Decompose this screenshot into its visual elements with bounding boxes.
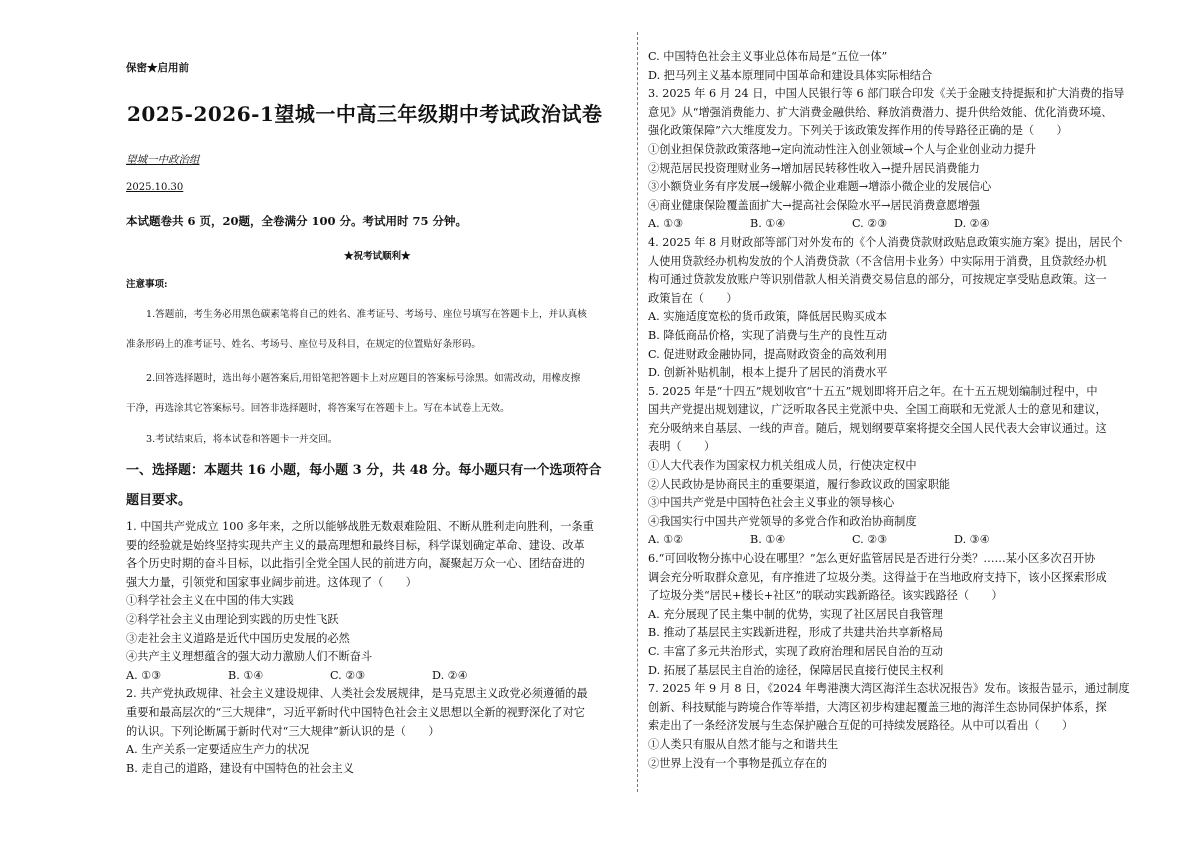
wish-text: ★祝考试顺利★ — [344, 251, 411, 262]
option: C. ②③ — [852, 217, 888, 231]
section-heading-cont: 题目要求。 — [126, 493, 192, 508]
question-1 — [126, 518, 594, 778]
question-line: 构可通过贷款发放账户等识别借款人相关消费交易信息的部分，可按规定享受贴息政策。这一 — [648, 273, 1107, 287]
statement-line: ④我国实行中国共产党领导的多党合作和政治协商制度 — [648, 514, 917, 528]
exam-summary: 本试题卷共 6 页，20题，全卷满分 100 分。考试用时 75 分钟。 — [126, 214, 468, 228]
question-line: 1. 中国共产党成立 100 多年来，之所以能够战胜无数艰难险阻、不断从胜利走向胜利，一条重 — [126, 520, 594, 533]
notice-line: 干净，再选涂其它答案标号。回答非选择题时，将答案写在答题卡上。写在本试卷上无效。 — [126, 403, 510, 414]
question-line: 强化政策保障”六大维度发力。下列关于该政策发挥作用的传导路径正确的是（ ） — [648, 124, 1068, 138]
statement-line: ③中国共产党是中国特色社会主义事业的领导核心 — [648, 496, 895, 510]
statement-line: ②规范居民投资理财业务→增加居民转移性收入→提升居民消费能力 — [648, 161, 980, 175]
question-line: 调会充分听取群众意见，有序推进了垃圾分类。这得益于在当地政府支持下，该小区探索形成 — [648, 570, 1107, 584]
question-line: 7. 2025 年 9 月 8 日，《2024 年粤港澳大湾区海洋生态状况报告》发布。该报告显示，通过制度 — [648, 682, 1130, 696]
notice-line: 2.回答选择题时，选出每小题答案后,用铅笔把答题卡上对应题目的答案标号涂黑。如需改动，用橡皮擦 — [146, 373, 581, 384]
question-line: 各个历史时期的奋斗目标，以此指引全党全国人民的前进方向，凝聚起万众一心、团结奋进的 — [126, 557, 585, 571]
question-line: 强大力量，引领党和国家事业阔步前进。这体现了（ ） — [126, 575, 417, 589]
org-label: 望城一中政治组 — [126, 154, 200, 166]
question-line: 4. 2025 年 8 月财政部等部门对外发布的《个人消费贷款财政贴息政策实施方案》提出，居民个 — [648, 235, 1123, 249]
statement-line: ④共产主义理想蕴含的强大动力激励人们不断奋斗 — [126, 650, 373, 664]
option-line: A. 生产关系一定要适应生产力的状况 — [126, 743, 310, 757]
option: A. ①③ — [126, 668, 162, 682]
option: A. ①② — [648, 533, 684, 547]
question-line: 了垃圾分类“居民+楼长+社区”的联动实践新路径。该实践路径（ ） — [648, 589, 1003, 603]
option: B. ①④ — [228, 668, 264, 682]
option-line: C. 丰富了多元共治形式，实现了政府治理和居民自治的互动 — [648, 645, 943, 658]
option-line: B. 推动了基层民主实践新进程，形成了共建共治共享新格局 — [648, 626, 944, 640]
question-line: 国共产党提出规划建议，广泛听取各民主党派中央、全国工商联和无党派人士的意见和建议， — [648, 403, 1107, 417]
statement-line: ①人类只有服从自然才能与之和谐共生 — [648, 737, 839, 751]
question-line: 要的经验就是始终坚持实现共产主义的最高理想和最终目标，科学谋划确定革命、建设、改革 — [126, 538, 585, 552]
question-line: 重要和最高层次的“三大规律”，习近平新时代中国特色社会主义思想以全新的视野深化了对它 — [126, 705, 585, 719]
question-line: 意见》从“增强消费能力、扩大消费金融供给、释放消费潜力、提升供给效能、优化消费环境、 — [648, 105, 1113, 119]
question-line: 表明（ ） — [648, 440, 716, 454]
option-line: B. 降低商品价格，实现了消费与生产的良性互动 — [648, 328, 888, 342]
statement-line: ③小额贷业务有序发展→缓解小微企业难题→增添小微企业的发展信心 — [648, 180, 992, 194]
notice-line: 1.答题前，考生务必用黑色碳素笔将自己的姓名、准考证号、考场号、座位号填写在答题卡上，并认真核 — [146, 309, 587, 320]
right-content — [648, 48, 1130, 773]
option: B. ①④ — [750, 533, 786, 547]
question-line: 5. 2025 年是“十四五”规划收官“十五五”规划即将开启之年。在十五五规划编制过程中，中 — [648, 384, 1098, 398]
section-heading: 一、选择题：本题共 16 小题，每小题 3 分，共 48 分。每小题只有一个选项符合 — [126, 463, 602, 478]
option: B. ①④ — [750, 217, 786, 231]
option-line: B. 走自己的道路，建设有中国特色的社会主义 — [126, 761, 354, 775]
option-line: C. 中国特色社会主义事业总体布局是“五位一体” — [648, 50, 888, 63]
option: C. ②③ — [852, 533, 888, 547]
statement-line: ④商业健康保险覆盖面扩大→提高社会保险水平→居民消费意愿增强 — [648, 198, 980, 212]
question-line: 2. 共产党执政规律、社会主义建设规律、人类社会发展规律，是马克思主义政党必须遵循的最 — [126, 687, 588, 701]
option: A. ①③ — [648, 217, 684, 231]
secret-label: 保密★启用前 — [126, 62, 189, 74]
option: C. ②③ — [330, 668, 366, 682]
statement-line: ②人民政协是协商民主的重要渠道，履行参政议政的国家职能 — [648, 477, 951, 491]
answer-options — [648, 215, 1130, 234]
answer-options — [126, 667, 594, 686]
page-title: 2025-2026-1望城一中高三年级期中考试政治试卷 — [127, 102, 603, 126]
option-line: A. 实施适度宽松的货币政策，降低居民购买成本 — [648, 310, 887, 324]
statement-line: ①人大代表作为国家权力机关组成人员，行使决定权中 — [648, 459, 917, 473]
question-line: 人使用贷款经办机构发放的个人消费贷款（不含信用卡业务）中实际用于消费，且贷款经办机 — [648, 254, 1107, 268]
option-line: D. 创新补贴机制，根本上提升了居民的消费水平 — [648, 366, 888, 380]
option: D. ②④ — [432, 668, 468, 682]
option-line: D. 拓展了基层民主自治的途径，保障居民直接行使民主权利 — [648, 663, 944, 677]
question-line: 创新、科技赋能与跨境合作等举措，大湾区初步构建起覆盖三地的海洋生态协同保护体系，探 — [648, 700, 1107, 714]
option: D. ③④ — [954, 533, 990, 547]
question-line: 索走出了一条经济发展与生态保护融合互促的可持续发展路径。从中可以看出（ ） — [648, 719, 1074, 733]
option-line: C. 促进财政金融协同，提高财政资金的高效利用 — [648, 347, 888, 361]
question-line: 6.“可回收物分拣中心设在哪里？”怎么更好监管居民是否进行分类？……某小区多次召开协 — [648, 552, 1096, 566]
option-line: A. 充分展现了民主集中制的优势，实现了社区居民自我管理 — [648, 607, 943, 621]
question-line: 的认识。下列论断属于新时代对“三大规律”新认识的是（ ） — [126, 724, 440, 738]
question-line: 充分吸纳来自基层、一线的声音。随后，规划纲要草案将提交全国人民代表大会审议通过。这 — [648, 421, 1107, 435]
statement-line: ③走社会主义道路是近代中国历史发展的必然 — [126, 631, 350, 645]
statement-line: ①创业担保贷款政策落地→定向流动性注入创业领域→个人与企业创业动力提升 — [648, 142, 1036, 156]
statement-line: ②世界上没有一个事物是孤立存在的 — [648, 756, 828, 770]
statement-line: ②科学社会主义由理论到实践的历史性飞跃 — [126, 612, 339, 626]
notice-title: 注意事项: — [126, 279, 168, 290]
exam-date: 2025.10.30 — [126, 182, 184, 193]
notice-line: 准条形码上的准考证号、姓名、考场号、座位号及科目，在规定的位置贴好条形码。 — [126, 339, 481, 350]
option: D. ②④ — [954, 217, 990, 231]
notice-line: 3.考试结束后，将本试卷和答题卡一并交回。 — [146, 434, 338, 445]
answer-options — [648, 531, 1130, 550]
statement-line: ①科学社会主义在中国的伟大实践 — [126, 594, 294, 608]
question-line: 政策旨在（ ） — [648, 291, 738, 305]
question-line: 3. 2025 年 6 月 24 日，中国人民银行等 6 部门联合印发《关于金融支持提振和扩大消费的指导 — [648, 87, 1125, 101]
column-divider — [637, 32, 638, 792]
option-line: D. 把马列主义基本原理同中国革命和建设具体实际相结合 — [648, 68, 933, 82]
